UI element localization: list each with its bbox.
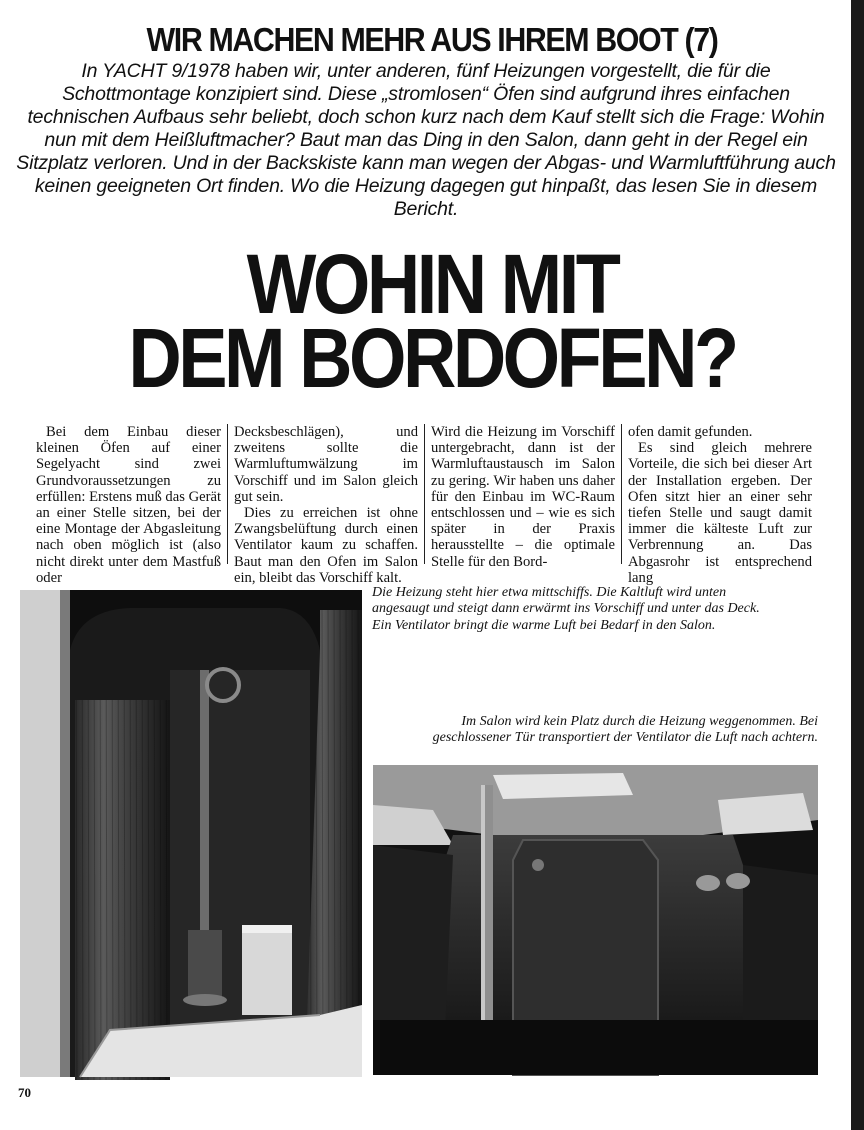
page-number: 70 (18, 1085, 31, 1100)
headline-line-2: DEM BORDOFEN? (128, 311, 736, 405)
photo-caption-2: Im Salon wird kein Platz durch die Heizung weggenommen. Bei geschlossener Tür transportiert der Ventilator die Luft nach achtern. (432, 714, 818, 746)
photo-heater-installation (20, 590, 362, 1077)
body-paragraph: Es sind gleich mehrere Vorteile, die sich bei dieser Art der Installation ergeben. Der Ofen sitzt hier an einer sehr tiefen Stelle und saugt damit immer die kälteste Luft zur Verbrennung an. Das Abgasrohr ist entsprechend lang (628, 440, 812, 586)
photo-caption-1: Die Heizung steht hier etwa mittschiffs. Die Kaltluft wird unten angesaugt und steigt dann erwärmt ins Vorschiff und unter das Deck. Ein Ventilator bringt die warme Luft bei Bedarf in den Salon. (372, 585, 760, 633)
text-column-1 (30, 424, 227, 586)
photo-salon-view (373, 765, 818, 1075)
series-heading: WIR MACHEN MEHR AUS IHREM BOOT (7) (146, 21, 718, 58)
page-edge-strip (851, 0, 864, 1130)
photo-salon-image (373, 765, 818, 1075)
body-paragraph: ofen damit gefunden. (628, 424, 753, 440)
lead-paragraph: In YACHT 9/1978 haben wir, unter anderen, fünf Heizungen vorgestellt, die für die Schottmontage konzipiert sind. Diese „stromlosen“ Öfen sind aufgrund ihres einfachen technischen Aufbaus sehr beliebt, doch schon kurz nach dem Kauf stellt sich die Frage: Wohin nun mit dem Heißluftmacher? Baut man das Ding in den Salon, dann geht in der Regel ein Sitzplatz verloren. Und in der Backskiste kann man wegen der Abgas- und Warmluftführung auch keinen geeigneten Ort finden. Wo die Heizung dagegen gut hinpaßt, das lesen Sie in diesem Bericht. (16, 60, 836, 220)
body-paragraph: Decksbeschlägen), und zweitens sollte die Warmluftumwälzung im Vorschiff und im Salon gleich gut sein. (234, 424, 418, 505)
headline-line-1: WOHIN MIT (246, 237, 618, 331)
body-paragraph: Bei dem Einbau dieser kleinen Öfen auf einer Segelyacht sind zwei Grundvoraussetzungen zu erfüllen: Erstens muß das Gerät an einer Stelle sitzen, bei der eine Montage der Abgasleitung nach oben möglich ist (also nicht direkt unter dem Mastfuß oder (36, 424, 221, 586)
body-paragraph: Wird die Heizung im Vorschiff untergebracht, dann ist der Warmluftaustausch im Salon zu gering. Wir haben uns daher für den Einbau im WC-Raum entschlossen und – wie es sich später in der Praxis herausstellte – die optimale Stelle für den Bord- (431, 424, 615, 570)
body-text-columns (30, 424, 820, 586)
text-column-4 (621, 424, 818, 586)
text-column-2 (227, 424, 424, 586)
text-column-3 (424, 424, 621, 570)
photo-heater-image (20, 590, 362, 1077)
body-paragraph: Dies zu erreichen ist ohne Zwangsbelüftung durch einen Ventilator kaum zu schaffen. Baut man den Ofen im Salon ein, bleibt das Vorschiff kalt. (234, 505, 418, 586)
